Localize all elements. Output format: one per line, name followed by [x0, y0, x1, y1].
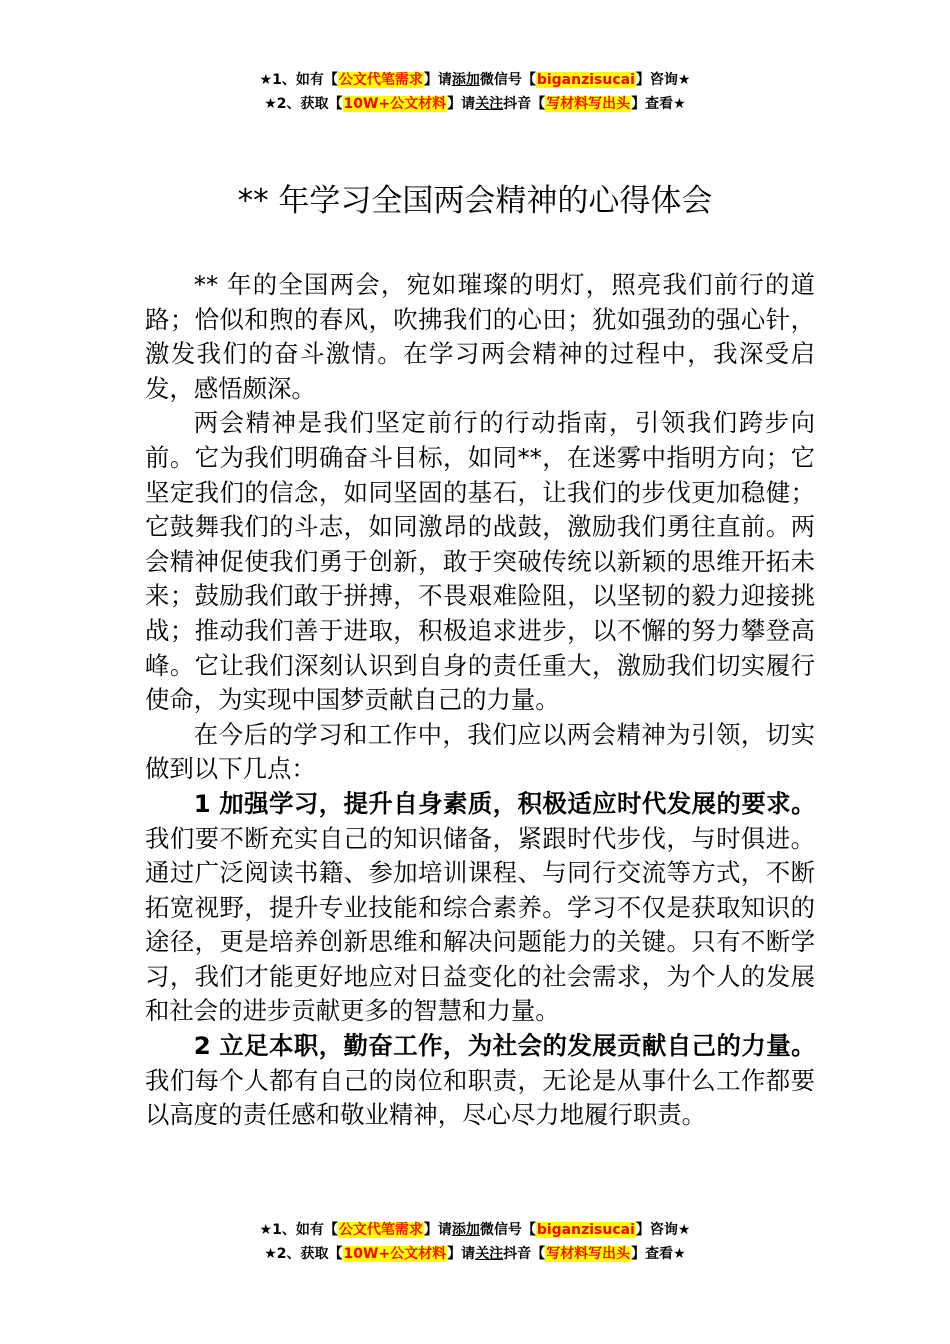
highlight-materials: 10W+公文材料	[343, 96, 447, 112]
paragraph-4	[145, 787, 815, 1029]
banner-text: 】咨询★	[635, 72, 691, 88]
banner-text: 抖音【	[503, 96, 546, 112]
top-banner	[0, 68, 950, 116]
document-title: ** 年学习全国两会精神的心得体会	[237, 183, 713, 219]
banner-text: 】查看★	[631, 1246, 686, 1262]
highlight-materials: 10W+公文材料	[343, 1246, 447, 1262]
banner-text: 抖音【	[503, 1246, 546, 1262]
banner-line-1	[0, 68, 950, 92]
banner-line-2	[0, 92, 950, 116]
underlined-add: 添加	[451, 1222, 480, 1238]
paragraph-2: 两会精神是我们坚定前行的行动指南，引领我们跨步向前。它为我们明确奋斗目标，如同**，在迷雾中指明方向；它坚定我们的信念，如同坚固的基石，让我们的步伐更加稳健；它鼓舞我们的斗志，如同激昂的战鼓，激励我们勇往直前。两会精神促使我们勇于创新，敢于突破传统以新颖的思维开拓未来；鼓励我们敢于拼搏，不畏艰难险阻，以坚韧的毅力迎接挑战；推动我们善于进取，积极追求进步，以不懈的努力攀登高峰。它让我们深刻认识到自身的责任重大，激励我们切实履行使命，为实现中国梦贡献自己的力量。	[145, 408, 815, 715]
banner-text: 微信号【	[479, 72, 536, 88]
underlined-add: 添加	[451, 72, 480, 88]
point-1-body: 我们要不断充实自己的知识储备，紧跟时代步伐，与时俱进。通过广泛阅读书籍、参加培训课程、与同行交流等方式，不断拓宽视野，提升专业技能和综合素养。学习不仅是获取知识的途径，更是培养创新思维和解决问题能力的关键。只有不断学习，我们才能更好地应对日益变化的社会需求，为个人的发展和社会的进步贡献更多的智慧和力量。	[145, 823, 815, 1026]
banner-text: ★2、获取【	[264, 1246, 343, 1262]
banner-text: ★2、获取【	[264, 96, 343, 112]
highlight-service: 公文代笔需求	[338, 1222, 423, 1238]
banner-text: 】请	[447, 96, 476, 112]
banner-text: ★1、如有【	[259, 1222, 338, 1238]
highlight-wechat-id: biganzisucai	[536, 1222, 635, 1238]
banner-line-2	[0, 1242, 950, 1266]
bottom-banner	[0, 1218, 950, 1266]
point-2-heading: 2 立足本职，勤奋工作，为社会的发展贡献自己的力量。	[193, 1031, 815, 1061]
banner-text: 微信号【	[479, 1222, 536, 1238]
banner-text: 】查看★	[631, 96, 686, 112]
banner-text: 】请	[423, 72, 452, 88]
document-body	[145, 268, 815, 1133]
banner-text: 】咨询★	[635, 1222, 691, 1238]
point-2-body: 我们每个人都有自己的岗位和职责，无论是从事什么工作都要以高度的责任感和敬业精神，尽心尽力地履行职责。	[145, 1065, 815, 1130]
banner-text: ★1、如有【	[259, 72, 338, 88]
banner-text: 】请	[447, 1246, 476, 1262]
underlined-follow: 关注	[475, 96, 504, 112]
underlined-follow: 关注	[475, 1246, 504, 1262]
point-1-heading: 1 加强学习，提升自身素质，积极适应时代发展的要求。	[193, 788, 815, 818]
highlight-account: 写材料写出头	[546, 96, 631, 112]
paragraph-5	[145, 1029, 815, 1133]
highlight-service: 公文代笔需求	[338, 72, 423, 88]
paragraph-3: 在今后的学习和工作中，我们应以两会精神为引领，切实做到以下几点：	[145, 719, 815, 784]
paragraph-1: ** 年的全国两会，宛如璀璨的明灯，照亮我们前行的道路；恰似和煦的春风，吹拂我们的心田；犹如强劲的强心针，激发我们的奋斗激情。在学习两会精神的过程中，我深受启发，感悟颇深。	[145, 270, 815, 403]
banner-line-1	[0, 1218, 950, 1242]
highlight-account: 写材料写出头	[546, 1246, 631, 1262]
highlight-wechat-id: biganzisucai	[536, 72, 635, 88]
banner-text: 】请	[423, 1222, 452, 1238]
